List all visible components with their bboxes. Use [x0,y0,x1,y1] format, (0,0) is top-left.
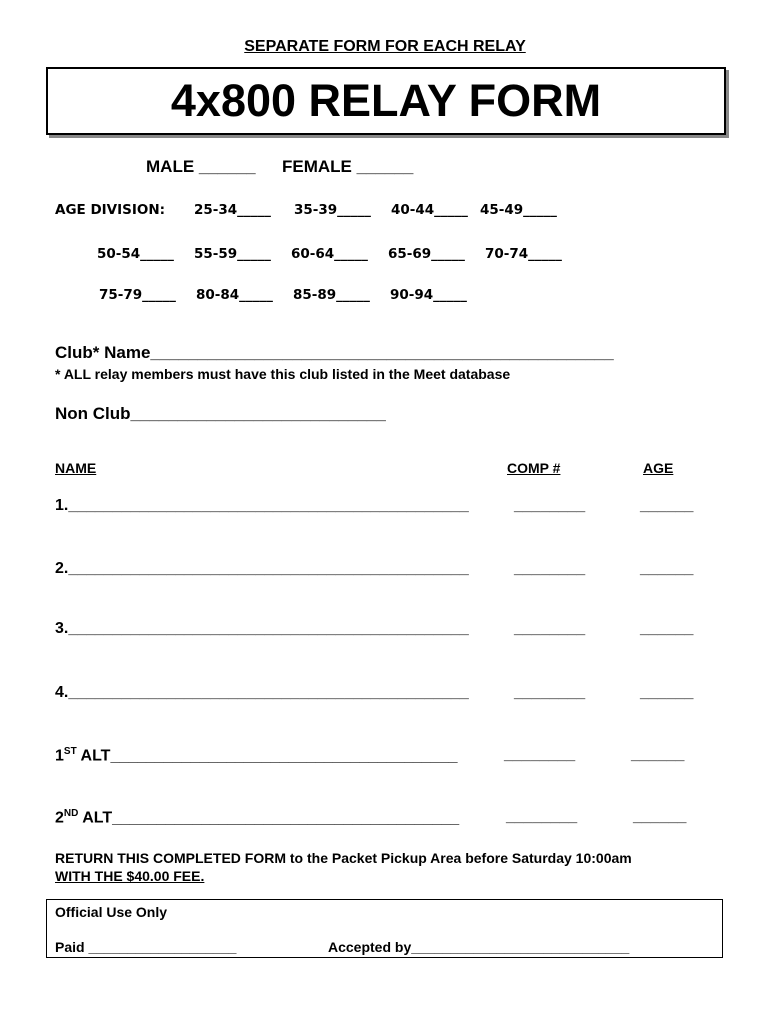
title-box [46,67,726,135]
return-note-line1: RETURN THIS COMPLETED FORM to the Packet Pickup Area before Saturday 10:00am [55,850,632,866]
row-number: 2 [55,809,64,827]
name-line[interactable]: _______________________________________ [112,809,460,827]
return-note [55,849,632,885]
comp-line[interactable]: ________ [504,746,576,763]
row-number: 3. [55,620,69,637]
comp-line[interactable]: ________ [514,497,586,514]
comp-line[interactable]: ________ [514,684,586,701]
age-option[interactable]: 60-64_____ [291,246,368,262]
runner-row[interactable] [55,684,469,702]
age-line[interactable]: ______ [640,620,694,637]
name-line[interactable]: _____________________________________________ [68,620,469,637]
age-option[interactable]: 50-54_____ [97,246,174,262]
comp-line[interactable]: ________ [506,808,578,825]
age-option[interactable]: 45-49_____ [480,202,557,218]
age-option[interactable]: 65-69_____ [388,246,465,262]
club-note: * ALL relay members must have this club listed in the Meet database [55,366,511,382]
age-line[interactable]: ______ [640,560,694,577]
row-number: 4. [55,684,69,701]
header-name: NAME [55,460,97,476]
age-option[interactable]: 90-94_____ [390,287,467,303]
alt-label: ALT [76,747,111,765]
age-option[interactable]: 70-74_____ [485,246,562,262]
ordinal-suffix: ST [63,746,77,757]
paid-field[interactable]: Paid ___________________ [55,939,237,955]
return-note-line2: WITH THE $40.00 FEE. [55,868,205,884]
name-line[interactable]: _____________________________________________ [68,684,469,701]
club-name-field[interactable]: Club* Name_________________________________________________ [55,343,614,362]
alternate-row[interactable] [55,746,458,765]
age-option[interactable]: 75-79_____ [99,287,176,303]
row-number: 2. [55,560,69,577]
form-title: 4x800 RELAY FORM [170,75,602,126]
age-line[interactable]: ______ [640,684,694,701]
official-use-box [46,899,723,958]
header-age: AGE [643,460,674,476]
row-number: 1. [55,497,69,514]
runner-row[interactable] [55,620,469,638]
accepted-by-field[interactable]: Accepted by____________________________ [328,939,630,955]
header-comp: COMP # [507,460,561,476]
age-option[interactable]: 40-44_____ [391,202,468,218]
age-line[interactable]: ______ [631,746,685,763]
age-option[interactable]: 85-89_____ [293,287,370,303]
name-line[interactable]: _______________________________________ [110,747,458,765]
comp-line[interactable]: ________ [514,560,586,577]
ordinal-suffix: ND [63,808,79,819]
comp-line[interactable]: ________ [514,620,586,637]
age-option[interactable]: 25-34_____ [194,202,271,218]
female-field[interactable]: FEMALE ______ [282,157,414,176]
male-field[interactable]: MALE ______ [146,157,256,176]
name-line[interactable]: _____________________________________________ [68,560,469,577]
age-option[interactable]: 35-39_____ [294,202,371,218]
name-line[interactable]: _____________________________________________ [68,497,469,514]
age-option[interactable]: 55-59_____ [194,246,271,262]
age-line[interactable]: ______ [640,497,694,514]
non-club-field[interactable]: Non Club___________________________ [55,404,386,423]
official-use-title: Official Use Only [55,904,168,920]
top-note: SEPARATE FORM FOR EACH RELAY [244,38,526,55]
age-division-label: AGE DIVISION: [55,202,166,218]
runner-row[interactable] [55,497,469,515]
alt-label: ALT [78,809,113,827]
row-number: 1 [55,747,64,765]
runner-row[interactable] [55,560,469,578]
age-option[interactable]: 80-84_____ [196,287,273,303]
alternate-row[interactable] [55,808,459,827]
age-line[interactable]: ______ [633,808,687,825]
